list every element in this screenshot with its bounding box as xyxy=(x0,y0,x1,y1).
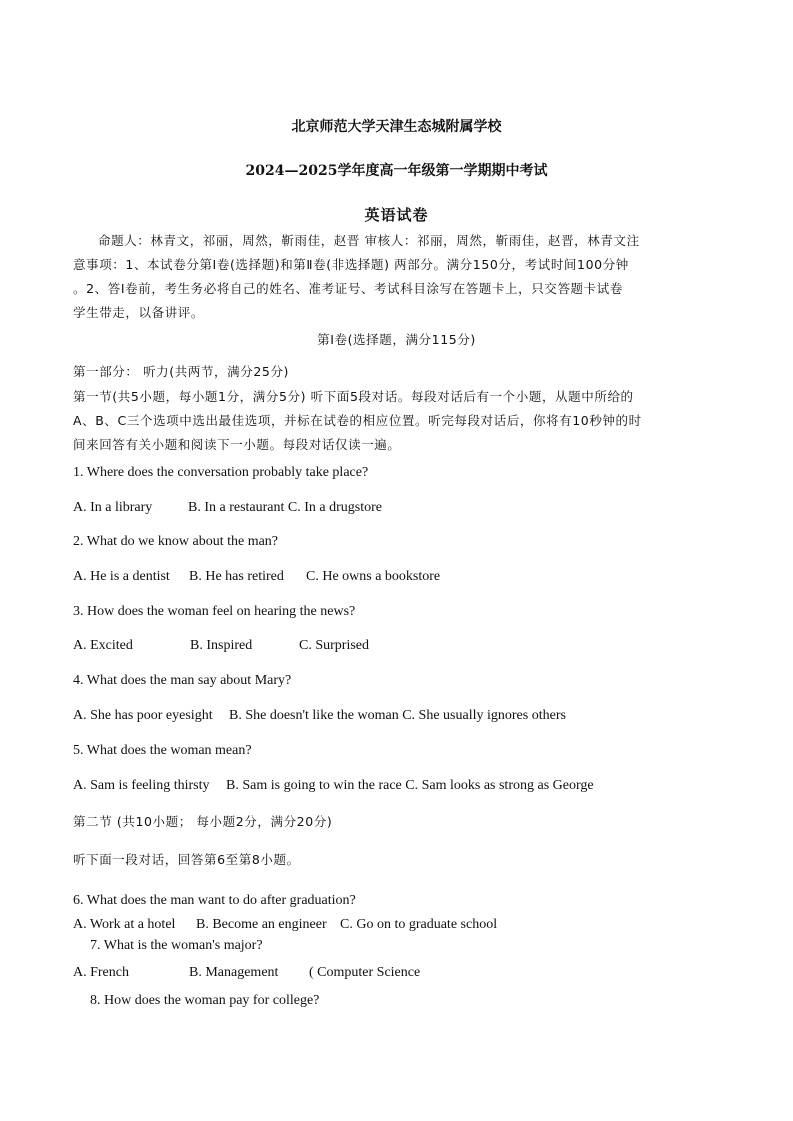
section2-title: 第二节 (共10小题； 每小题2分，满分20分) xyxy=(73,814,333,829)
question-3: 3. How does the woman feel on hearing the news? xyxy=(73,604,356,619)
q6-option-a: A. Work at a hotel xyxy=(73,917,176,932)
intro-line-1: 命题人：林青文，祁丽，周然，靳雨佳，赵晋 审核人：祁丽，周然，靳雨佳，赵晋，林青文注 xyxy=(98,233,640,248)
school-name: 北京师范大学天津生态城附属学校 xyxy=(291,119,502,135)
q6-option-b: B. Become an engineer xyxy=(196,917,327,932)
q1-option-a: A. In a library xyxy=(73,500,153,515)
question-8: 8. How does the woman pay for college? xyxy=(90,993,320,1008)
section1-instruction-2: A、B、C三个选项中选出最佳选项，并标在试卷的相应位置。听完每段对话后，你将有10秒钟的时 xyxy=(73,413,642,428)
section1-instruction-3: 间来回答有关小题和阅读下一小题。每段对话仅读一遍。 xyxy=(73,437,401,452)
q7-option-b: B. Management xyxy=(189,965,279,980)
question-7: 7. What is the woman's major? xyxy=(90,938,263,953)
q1-option-bc: B. In a restaurant C. In a drugstore xyxy=(188,500,382,515)
part1-heading: 第Ⅰ卷(选择题，满分115分) xyxy=(317,332,476,347)
q6-option-c: C. Go on to graduate school xyxy=(340,917,498,932)
q5-option-a: A. Sam is feeling thirsty xyxy=(73,778,210,793)
q4-option-a: A. She has poor eyesight xyxy=(73,708,213,723)
question-2: 2. What do we know about the man? xyxy=(73,534,279,549)
intro-line-3: 。2、答Ⅰ卷前，考生务必将自己的姓名、准考证号、考试科目涂写在答题卡上，只交答题卡试卷 xyxy=(73,281,623,296)
section1-title: 第一部分： 听力(共两节，满分25分) xyxy=(73,364,290,379)
question-4: 4. What does the man say about Mary? xyxy=(73,673,292,688)
section2-instruction: 听下面一段对话，回答第6至第8小题。 xyxy=(73,852,300,867)
q4-option-bc: B. She doesn't like the woman C. She usually ignores others xyxy=(229,708,566,723)
q3-option-a: A. Excited xyxy=(73,638,133,653)
exam-title: 2024—2025学年度高一年级第一学期期中考试 xyxy=(245,163,548,179)
q3-option-c: C. Surprised xyxy=(299,638,369,653)
q7-option-a: A. French xyxy=(73,965,129,980)
q5-option-bc: B. Sam is going to win the race C. Sam looks as strong as George xyxy=(226,778,594,793)
q2-option-b: B. He has retired xyxy=(189,569,284,584)
q3-option-b: B. Inspired xyxy=(190,638,253,653)
question-6: 6. What does the man want to do after graduation? xyxy=(73,893,356,908)
q7-option-c: ( Computer Science xyxy=(309,965,421,980)
intro-line-4: 学生带走，以备讲评。 xyxy=(73,305,205,320)
intro-line-2: 意事项：1、本试卷分第Ⅰ卷(选择题)和第Ⅱ卷(非选择题) 两部分。满分150分，考试时间100分钟 xyxy=(73,257,629,272)
question-1: 1. Where does the conversation probably take place? xyxy=(73,465,369,480)
subject-title: 英语试卷 xyxy=(364,206,429,224)
section1-instruction-1: 第一节(共5小题，每小题1分，满分5分) 听下面5段对话。每段对话后有一个小题，从题中所给的 xyxy=(73,389,634,404)
q2-option-a: A. He is a dentist xyxy=(73,569,170,584)
question-5: 5. What does the woman mean? xyxy=(73,743,252,758)
q2-option-c: C. He owns a bookstore xyxy=(306,569,441,584)
